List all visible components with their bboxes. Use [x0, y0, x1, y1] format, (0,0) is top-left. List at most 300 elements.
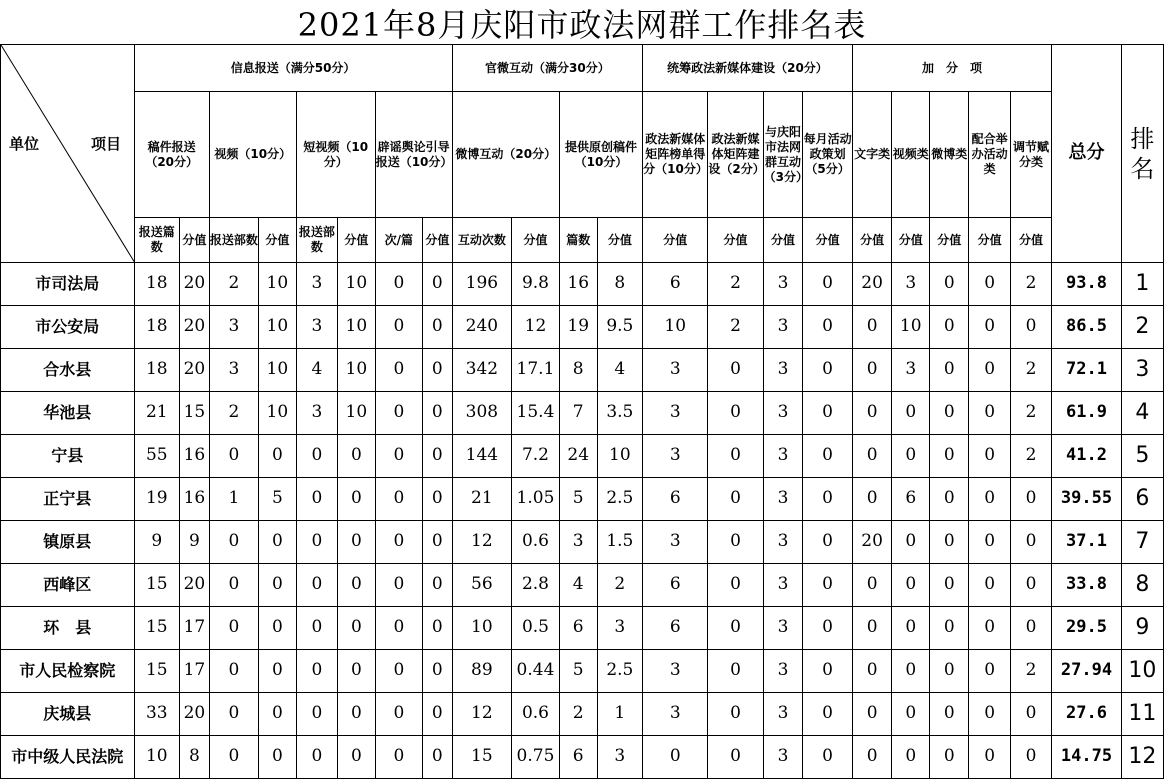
value-cell: 20 [852, 263, 892, 306]
value-cell: 2 [597, 564, 643, 607]
value-cell: 0 [209, 435, 258, 478]
rank-cell: 6 [1121, 478, 1163, 521]
value-cell: 3 [643, 650, 708, 693]
value-cell: 3 [597, 607, 643, 650]
value-cell: 0 [708, 564, 763, 607]
value-cell: 10 [643, 306, 708, 349]
value-cell: 10 [259, 263, 297, 306]
group-header: 信息报送（满分50分） [134, 45, 452, 92]
value-cell: 3 [643, 521, 708, 564]
table-row [1, 693, 1164, 736]
value-cell: 10 [259, 306, 297, 349]
value-cell: 0.44 [512, 650, 560, 693]
value-cell: 0 [930, 435, 969, 478]
column-header: 分值 [597, 218, 643, 263]
value-cell: 0 [423, 521, 453, 564]
value-cell: 3 [643, 392, 708, 435]
value-cell: 0 [296, 607, 337, 650]
value-cell: 0 [209, 564, 258, 607]
value-cell: 0 [375, 650, 422, 693]
value-cell: 0 [338, 478, 376, 521]
value-cell: 0 [803, 263, 852, 306]
value-cell: 17 [180, 607, 210, 650]
value-cell: 1.5 [597, 521, 643, 564]
value-cell: 0 [375, 435, 422, 478]
value-cell: 308 [452, 392, 511, 435]
value-cell: 0 [259, 736, 297, 779]
total-cell: 33.8 [1052, 564, 1122, 607]
sub-header: 稿件报送（20分） [134, 92, 209, 218]
sub-header: 与庆阳市法网群互动（3分） [763, 92, 803, 218]
column-header: 分值 [852, 218, 892, 263]
value-cell: 0 [969, 478, 1010, 521]
value-cell: 0 [969, 392, 1010, 435]
value-cell: 0 [259, 650, 297, 693]
sub-header: 政法新媒体矩阵榜单得分（10分） [643, 92, 708, 218]
value-cell: 6 [892, 478, 930, 521]
total-cell: 93.8 [1052, 263, 1122, 306]
value-cell: 6 [643, 607, 708, 650]
value-cell: 0 [892, 693, 930, 736]
value-cell: 2 [1010, 650, 1051, 693]
value-cell: 7 [559, 392, 597, 435]
value-cell: 144 [452, 435, 511, 478]
unit-item-header [1, 45, 135, 263]
value-cell: 0 [423, 564, 453, 607]
value-cell: 0 [296, 521, 337, 564]
value-cell: 2 [1010, 435, 1051, 478]
value-cell: 9.8 [512, 263, 560, 306]
value-cell: 0 [803, 607, 852, 650]
value-cell: 8 [559, 349, 597, 392]
value-cell: 10 [338, 306, 376, 349]
value-cell: 15 [134, 650, 179, 693]
column-header: 报送篇数 [134, 218, 179, 263]
value-cell: 10 [597, 435, 643, 478]
value-cell: 0 [375, 478, 422, 521]
value-cell: 15 [180, 392, 210, 435]
value-cell: 3 [643, 349, 708, 392]
total-cell: 61.9 [1052, 392, 1122, 435]
unit-cell: 镇原县 [1, 521, 135, 564]
value-cell: 0 [892, 392, 930, 435]
sub-header: 视频（10分） [209, 92, 296, 218]
page-title: 2021年8月庆阳市政法网群工作排名表 [297, 6, 867, 44]
value-cell: 0 [930, 607, 969, 650]
rank-cell: 8 [1121, 564, 1163, 607]
table-row [1, 650, 1164, 693]
value-cell: 3 [763, 650, 803, 693]
value-cell: 6 [643, 263, 708, 306]
unit-header: 单位 [9, 135, 40, 153]
value-cell: 0 [209, 736, 258, 779]
sub-header: 政法新媒体矩阵建设（2分） [708, 92, 763, 218]
value-cell: 0 [338, 693, 376, 736]
value-cell: 18 [134, 306, 179, 349]
value-cell: 0 [969, 306, 1010, 349]
value-cell: 1 [597, 693, 643, 736]
value-cell: 0 [708, 521, 763, 564]
value-cell: 0 [852, 693, 892, 736]
value-cell: 0 [892, 521, 930, 564]
value-cell: 0 [375, 736, 422, 779]
value-cell: 20 [180, 564, 210, 607]
column-header: 分值 [803, 218, 852, 263]
value-cell: 0 [852, 564, 892, 607]
sub-header: 微博类 [930, 92, 969, 218]
column-header: 互动次数 [452, 218, 511, 263]
value-cell: 3 [763, 349, 803, 392]
group-header: 官微互动（满分30分） [452, 45, 642, 92]
table-row [1, 564, 1164, 607]
value-cell: 0 [338, 521, 376, 564]
column-header-row [1, 218, 1164, 263]
value-cell: 1 [209, 478, 258, 521]
column-header: 报送部数 [296, 218, 337, 263]
value-cell: 0 [296, 564, 337, 607]
unit-cell: 宁县 [1, 435, 135, 478]
value-cell: 15 [452, 736, 511, 779]
value-cell: 3 [559, 521, 597, 564]
unit-cell: 合水县 [1, 349, 135, 392]
value-cell: 18 [134, 349, 179, 392]
table-row [1, 306, 1164, 349]
value-cell: 10 [259, 349, 297, 392]
ranking-table [0, 44, 1164, 779]
value-cell: 0 [930, 263, 969, 306]
column-header: 分值 [763, 218, 803, 263]
table-row [1, 736, 1164, 779]
value-cell: 2 [559, 693, 597, 736]
value-cell: 20 [180, 349, 210, 392]
value-cell: 0 [969, 263, 1010, 306]
sub-header: 每月活动政策划（5分） [803, 92, 852, 218]
sub-header: 微博互动（20分） [452, 92, 559, 218]
value-cell: 2 [1010, 392, 1051, 435]
value-cell: 0 [969, 736, 1010, 779]
value-cell: 9 [180, 521, 210, 564]
value-cell: 3 [763, 478, 803, 521]
value-cell: 4 [559, 564, 597, 607]
value-cell: 0 [892, 564, 930, 607]
value-cell: 2.8 [512, 564, 560, 607]
column-header: 分值 [708, 218, 763, 263]
value-cell: 0 [930, 650, 969, 693]
value-cell: 0 [930, 306, 969, 349]
value-cell: 0 [296, 650, 337, 693]
value-cell: 0 [338, 650, 376, 693]
unit-cell: 市司法局 [1, 263, 135, 306]
value-cell: 0 [423, 478, 453, 521]
value-cell: 10 [134, 736, 179, 779]
value-cell: 0 [930, 478, 969, 521]
value-cell: 0 [930, 693, 969, 736]
value-cell: 0 [1010, 736, 1051, 779]
value-cell: 3 [643, 693, 708, 736]
value-cell: 2.5 [597, 478, 643, 521]
rank-cell: 1 [1121, 263, 1163, 306]
value-cell: 0 [930, 392, 969, 435]
value-cell: 21 [452, 478, 511, 521]
value-cell: 12 [512, 306, 560, 349]
value-cell: 15 [134, 564, 179, 607]
value-cell: 0 [1010, 478, 1051, 521]
value-cell: 0 [930, 564, 969, 607]
value-cell: 0 [852, 435, 892, 478]
value-cell: 0 [892, 435, 930, 478]
value-cell: 15.4 [512, 392, 560, 435]
value-cell: 0 [375, 693, 422, 736]
value-cell: 0 [708, 693, 763, 736]
value-cell: 342 [452, 349, 511, 392]
value-cell: 8 [180, 736, 210, 779]
value-cell: 3 [892, 349, 930, 392]
rank-cell: 3 [1121, 349, 1163, 392]
value-cell: 6 [559, 607, 597, 650]
value-cell: 19 [134, 478, 179, 521]
value-cell: 6 [643, 564, 708, 607]
value-cell: 0 [375, 392, 422, 435]
value-cell: 0 [803, 650, 852, 693]
column-header: 篇数 [559, 218, 597, 263]
value-cell: 0 [803, 392, 852, 435]
value-cell: 5 [259, 478, 297, 521]
value-cell: 0 [930, 736, 969, 779]
value-cell: 20 [180, 263, 210, 306]
value-cell: 0 [259, 693, 297, 736]
item-header: 项目 [91, 135, 122, 153]
table-row [1, 435, 1164, 478]
column-header: 分值 [180, 218, 210, 263]
value-cell: 0 [338, 435, 376, 478]
value-cell: 0 [209, 607, 258, 650]
value-cell: 1.05 [512, 478, 560, 521]
value-cell: 10 [338, 349, 376, 392]
value-cell: 7.2 [512, 435, 560, 478]
value-cell: 0 [338, 736, 376, 779]
value-cell: 33 [134, 693, 179, 736]
column-header: 分值 [892, 218, 930, 263]
value-cell: 0 [969, 564, 1010, 607]
sub-header: 提供原创稿件（10分） [559, 92, 642, 218]
unit-cell: 庆城县 [1, 693, 135, 736]
rank-header-label: 排名 [1130, 124, 1155, 183]
value-cell: 0 [423, 650, 453, 693]
value-cell: 0 [296, 693, 337, 736]
unit-cell: 西峰区 [1, 564, 135, 607]
value-cell: 21 [134, 392, 179, 435]
value-cell: 3 [763, 564, 803, 607]
group-header: 加 分 项 [852, 45, 1051, 92]
value-cell: 0 [423, 693, 453, 736]
value-cell: 3 [763, 435, 803, 478]
rank-cell: 7 [1121, 521, 1163, 564]
value-cell: 10 [892, 306, 930, 349]
total-cell: 72.1 [1052, 349, 1122, 392]
column-header: 分值 [930, 218, 969, 263]
rank-cell: 11 [1121, 693, 1163, 736]
value-cell: 0 [852, 306, 892, 349]
value-cell: 0 [803, 349, 852, 392]
value-cell: 2 [209, 263, 258, 306]
value-cell: 0 [969, 521, 1010, 564]
column-header: 次/篇 [375, 218, 422, 263]
unit-cell: 市中级人民法院 [1, 736, 135, 779]
value-cell: 19 [559, 306, 597, 349]
value-cell: 0 [1010, 564, 1051, 607]
value-cell: 3 [892, 263, 930, 306]
group-header: 统筹政法新媒体建设（20分） [643, 45, 853, 92]
value-cell: 0 [296, 435, 337, 478]
value-cell: 0 [803, 435, 852, 478]
rank-cell: 9 [1121, 607, 1163, 650]
value-cell: 17 [180, 650, 210, 693]
value-cell: 0 [708, 607, 763, 650]
value-cell: 55 [134, 435, 179, 478]
table-row [1, 392, 1164, 435]
value-cell: 0 [375, 263, 422, 306]
rank-cell: 2 [1121, 306, 1163, 349]
value-cell: 20 [180, 306, 210, 349]
column-header: 分值 [259, 218, 297, 263]
value-cell: 0.6 [512, 693, 560, 736]
value-cell: 0 [708, 392, 763, 435]
value-cell: 0 [708, 435, 763, 478]
total-cell: 39.55 [1052, 478, 1122, 521]
value-cell: 0 [803, 693, 852, 736]
value-cell: 0 [375, 521, 422, 564]
value-cell: 10 [452, 607, 511, 650]
value-cell: 0 [423, 607, 453, 650]
value-cell: 0 [296, 736, 337, 779]
value-cell: 0 [708, 650, 763, 693]
table-row [1, 478, 1164, 521]
value-cell: 0 [969, 349, 1010, 392]
unit-cell: 正宁县 [1, 478, 135, 521]
value-cell: 16 [180, 478, 210, 521]
value-cell: 0 [930, 349, 969, 392]
value-cell: 0 [708, 736, 763, 779]
value-cell: 10 [259, 392, 297, 435]
table-row [1, 263, 1164, 306]
value-cell: 17.1 [512, 349, 560, 392]
value-cell: 4 [296, 349, 337, 392]
value-cell: 3 [763, 736, 803, 779]
value-cell: 6 [559, 736, 597, 779]
value-cell: 0 [969, 435, 1010, 478]
value-cell: 3 [763, 693, 803, 736]
column-header: 分值 [969, 218, 1010, 263]
value-cell: 5 [559, 478, 597, 521]
rank-header [1121, 45, 1163, 263]
value-cell: 3 [209, 349, 258, 392]
value-cell: 0 [803, 306, 852, 349]
value-cell: 0 [375, 349, 422, 392]
column-header: 分值 [423, 218, 453, 263]
value-cell: 3 [296, 392, 337, 435]
value-cell: 0 [1010, 306, 1051, 349]
table-row [1, 607, 1164, 650]
value-cell: 0 [892, 650, 930, 693]
value-cell: 2 [708, 306, 763, 349]
sub-header: 调节赋分类 [1010, 92, 1051, 218]
value-cell: 9.5 [597, 306, 643, 349]
value-cell: 0 [259, 435, 297, 478]
value-cell: 0 [375, 564, 422, 607]
value-cell: 0 [1010, 607, 1051, 650]
value-cell: 3 [296, 263, 337, 306]
sub-header: 辟谣舆论引导报送（10分） [375, 92, 452, 218]
table-row [1, 521, 1164, 564]
value-cell: 3.5 [597, 392, 643, 435]
value-cell: 10 [338, 263, 376, 306]
value-cell: 0 [930, 521, 969, 564]
value-cell: 0 [803, 478, 852, 521]
total-cell: 86.5 [1052, 306, 1122, 349]
value-cell: 0 [708, 478, 763, 521]
value-cell: 0 [643, 736, 708, 779]
total-cell: 27.6 [1052, 693, 1122, 736]
value-cell: 196 [452, 263, 511, 306]
value-cell: 0 [969, 607, 1010, 650]
value-cell: 24 [559, 435, 597, 478]
rank-cell: 5 [1121, 435, 1163, 478]
value-cell: 0 [803, 564, 852, 607]
sub-header: 文字类 [852, 92, 892, 218]
value-cell: 20 [180, 693, 210, 736]
value-cell: 0 [338, 564, 376, 607]
value-cell: 0 [423, 736, 453, 779]
value-cell: 0 [423, 306, 453, 349]
value-cell: 2 [708, 263, 763, 306]
value-cell: 0 [423, 263, 453, 306]
total-cell: 27.94 [1052, 650, 1122, 693]
value-cell: 0.5 [512, 607, 560, 650]
value-cell: 6 [643, 478, 708, 521]
value-cell: 0 [852, 736, 892, 779]
unit-cell: 市人民检察院 [1, 650, 135, 693]
rank-cell: 12 [1121, 736, 1163, 779]
value-cell: 0 [969, 650, 1010, 693]
value-cell: 0 [375, 306, 422, 349]
value-cell: 0 [852, 392, 892, 435]
value-cell: 3 [763, 263, 803, 306]
column-header: 分值 [512, 218, 560, 263]
total-header: 总分 [1052, 45, 1122, 263]
value-cell: 0 [423, 392, 453, 435]
value-cell: 0 [852, 650, 892, 693]
value-cell: 2.5 [597, 650, 643, 693]
value-cell: 0 [1010, 521, 1051, 564]
value-cell: 0 [296, 478, 337, 521]
value-cell: 0 [1010, 693, 1051, 736]
value-cell: 3 [296, 306, 337, 349]
value-cell: 0 [969, 693, 1010, 736]
unit-cell: 市公安局 [1, 306, 135, 349]
total-cell: 14.75 [1052, 736, 1122, 779]
value-cell: 3 [763, 607, 803, 650]
sub-header: 短视频（10分） [296, 92, 375, 218]
value-cell: 3 [763, 306, 803, 349]
value-cell: 0 [892, 607, 930, 650]
value-cell: 16 [559, 263, 597, 306]
value-cell: 3 [763, 521, 803, 564]
value-cell: 12 [452, 693, 511, 736]
value-cell: 0.75 [512, 736, 560, 779]
value-cell: 12 [452, 521, 511, 564]
value-cell: 10 [338, 392, 376, 435]
value-cell: 2 [1010, 349, 1051, 392]
